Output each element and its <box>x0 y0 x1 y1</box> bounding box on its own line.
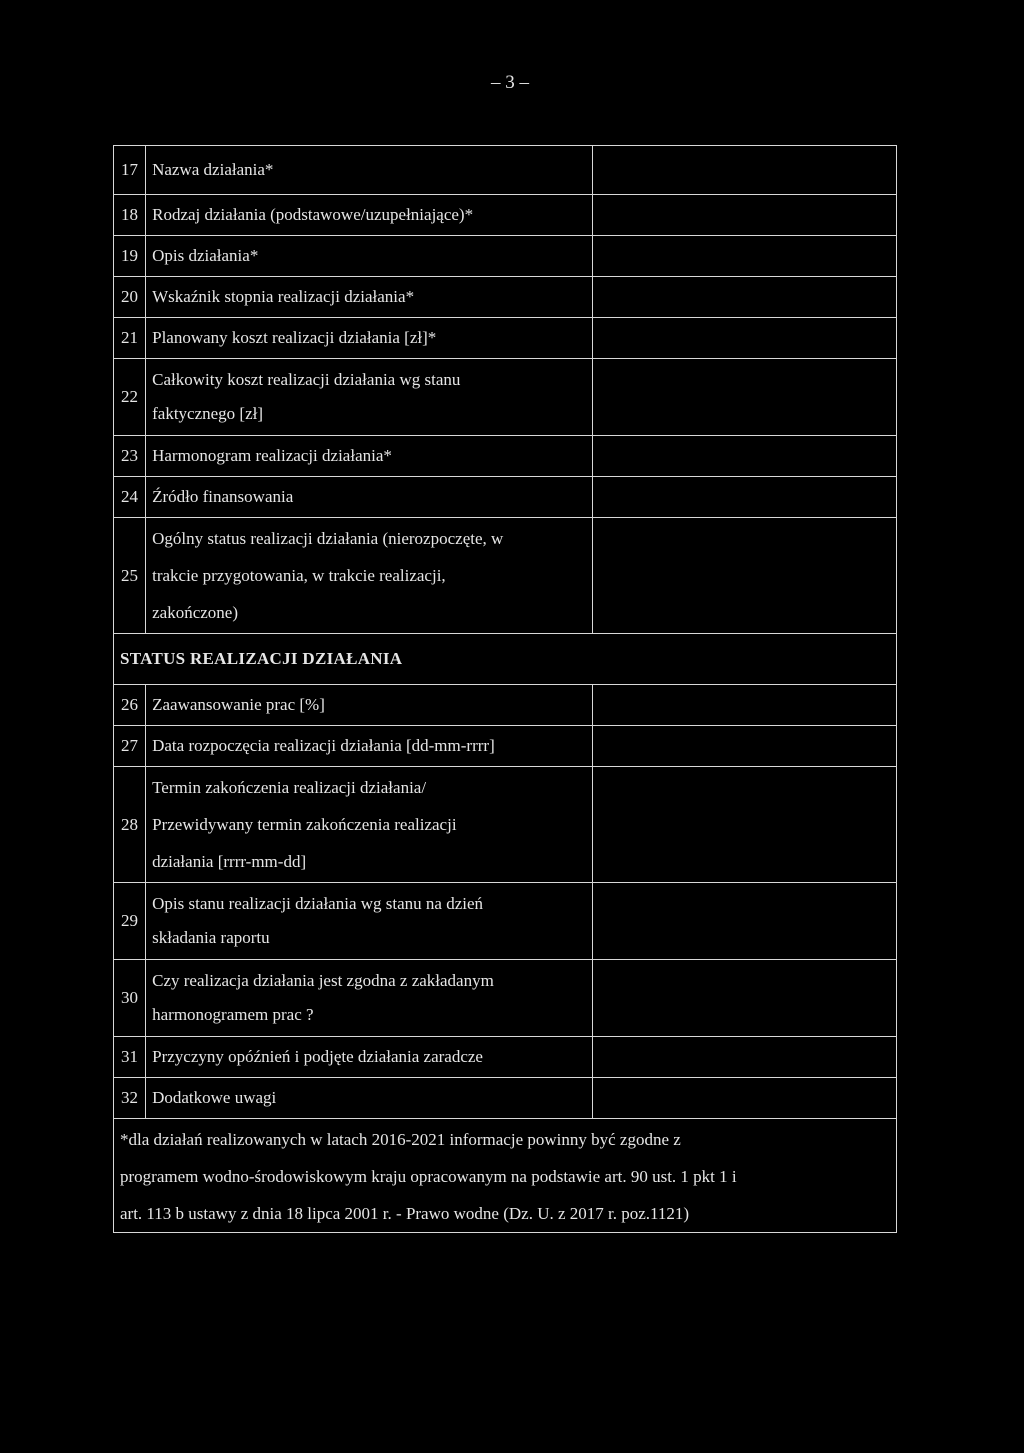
label-line: Czy realizacja działania jest zgodna z zakładanym <box>152 971 494 990</box>
field-label-action-type: Rodzaj działania (podstawowe/uzupełniające)* <box>146 195 593 236</box>
label-line: Opis stanu realizacji działania wg stanu na dzień <box>152 894 484 913</box>
table-row <box>114 477 897 518</box>
field-value-total-cost[interactable] <box>592 359 896 436</box>
row-number: 27 <box>114 726 146 767</box>
field-value-start-date[interactable] <box>592 726 896 767</box>
table-row <box>114 318 897 359</box>
row-number: 29 <box>114 883 146 960</box>
row-number: 18 <box>114 195 146 236</box>
table-row <box>114 146 897 195</box>
field-value-schedule[interactable] <box>592 436 896 477</box>
table-row <box>114 1037 897 1078</box>
field-label-schedule-compliance <box>146 960 593 1037</box>
field-value-action-description[interactable] <box>592 236 896 277</box>
row-number: 30 <box>114 960 146 1037</box>
row-number: 21 <box>114 318 146 359</box>
field-label-status-description <box>146 883 593 960</box>
footnote-line: programem wodno-środowiskowym kraju opracowanym na podstawie art. 90 ust. 1 pkt 1 i <box>120 1167 737 1186</box>
section-header-status: STATUS REALIZACJI DZIAŁANIA <box>114 634 897 685</box>
field-label-funding-source: Źródło finansowania <box>146 477 593 518</box>
field-label-delay-reasons: Przyczyny opóźnień i podjęte działania zaradcze <box>146 1037 593 1078</box>
row-number: 31 <box>114 1037 146 1078</box>
label-line: faktycznego [zł] <box>152 404 264 423</box>
table-row <box>114 436 897 477</box>
field-value-progress-indicator[interactable] <box>592 277 896 318</box>
row-number: 19 <box>114 236 146 277</box>
field-label-end-date <box>146 767 593 883</box>
field-label-work-progress: Zaawansowanie prac [%] <box>146 685 593 726</box>
row-number: 28 <box>114 767 146 883</box>
label-line: działania [rrrr-mm-dd] <box>152 852 307 871</box>
field-value-action-type[interactable] <box>592 195 896 236</box>
field-label-action-name: Nazwa działania* <box>146 146 593 195</box>
table-row <box>114 1078 897 1119</box>
footnote-line: art. 113 b ustawy z dnia 18 lipca 2001 r. - Prawo wodne (Dz. U. z 2017 r. poz.1121) <box>120 1204 690 1223</box>
label-line: harmonogramem prac ? <box>152 1005 314 1024</box>
row-number: 22 <box>114 359 146 436</box>
field-label-additional-notes: Dodatkowe uwagi <box>146 1078 593 1119</box>
table-row <box>114 359 897 436</box>
row-number: 20 <box>114 277 146 318</box>
field-value-planned-cost[interactable] <box>592 318 896 359</box>
field-value-end-date[interactable] <box>592 767 896 883</box>
action-report-form-table <box>113 145 897 1233</box>
table-row <box>114 685 897 726</box>
label-line: trakcie przygotowania, w trakcie realizacji, <box>152 566 446 585</box>
field-value-action-name[interactable] <box>592 146 896 195</box>
table-row <box>114 767 897 883</box>
row-number: 23 <box>114 436 146 477</box>
field-value-status-description[interactable] <box>592 883 896 960</box>
label-line: Całkowity koszt realizacji działania wg stanu <box>152 370 461 389</box>
field-value-general-status[interactable] <box>592 518 896 634</box>
row-number: 25 <box>114 518 146 634</box>
table-row <box>114 883 897 960</box>
row-number: 32 <box>114 1078 146 1119</box>
field-label-schedule: Harmonogram realizacji działania* <box>146 436 593 477</box>
table-row <box>114 195 897 236</box>
label-line: Przewidywany termin zakończenia realizacji <box>152 815 457 834</box>
field-value-delay-reasons[interactable] <box>592 1037 896 1078</box>
field-label-action-description: Opis działania* <box>146 236 593 277</box>
table-row <box>114 726 897 767</box>
table-row <box>114 960 897 1037</box>
page-number: – 3 – <box>491 72 529 93</box>
table-row <box>114 236 897 277</box>
field-value-schedule-compliance[interactable] <box>592 960 896 1037</box>
row-number: 17 <box>114 146 146 195</box>
section-header-row <box>114 634 897 685</box>
footnote-line: *dla działań realizowanych w latach 2016-2021 informacje powinny być zgodne z <box>120 1130 681 1149</box>
label-line: Ogólny status realizacji działania (nierozpoczęte, w <box>152 529 504 548</box>
field-label-general-status <box>146 518 593 634</box>
field-label-start-date: Data rozpoczęcia realizacji działania [dd-mm-rrrr] <box>146 726 593 767</box>
label-line: składania raportu <box>152 928 270 947</box>
field-value-funding-source[interactable] <box>592 477 896 518</box>
table-row <box>114 518 897 634</box>
field-value-additional-notes[interactable] <box>592 1078 896 1119</box>
field-value-work-progress[interactable] <box>592 685 896 726</box>
label-line: Termin zakończenia realizacji działania/ <box>152 778 427 797</box>
field-label-total-cost <box>146 359 593 436</box>
table-row <box>114 277 897 318</box>
row-number: 26 <box>114 685 146 726</box>
field-label-planned-cost: Planowany koszt realizacji działania [zł]* <box>146 318 593 359</box>
row-number: 24 <box>114 477 146 518</box>
footnote <box>114 1119 897 1233</box>
footnote-row <box>114 1119 897 1233</box>
field-label-progress-indicator: Wskaźnik stopnia realizacji działania* <box>146 277 593 318</box>
label-line: zakończone) <box>152 603 238 622</box>
